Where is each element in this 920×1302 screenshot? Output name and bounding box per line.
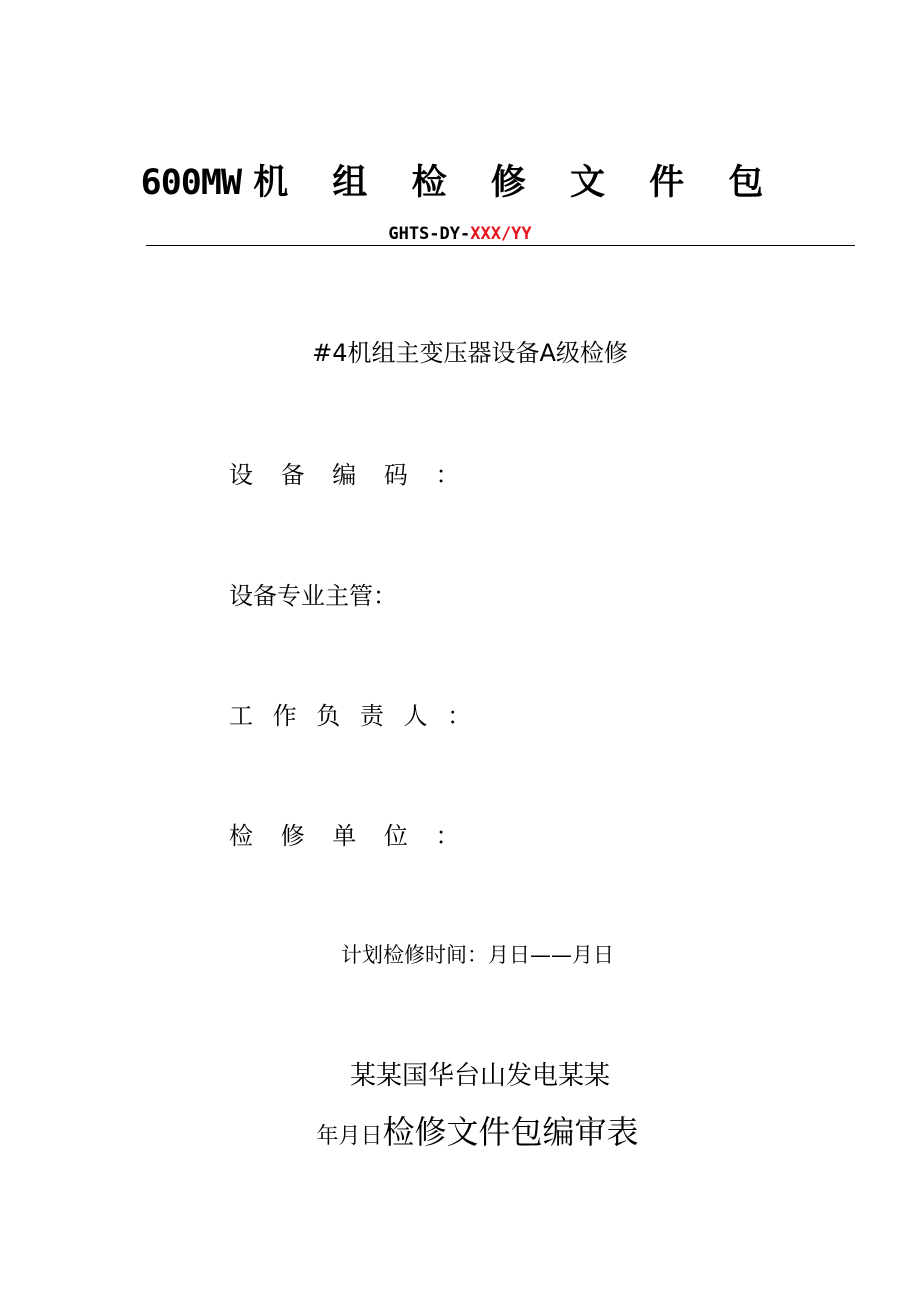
work-leader-label: 工 作 负 责 人 ： [229,702,478,730]
equipment-manager-label: 设备专业主管： [229,582,397,610]
review-table-title: 检修文件包编审表 [382,1113,639,1151]
document-code-prefix: GHTS-DY- [388,224,471,244]
header-divider [146,245,855,246]
review-date: 年月日 [316,1124,383,1149]
document-code-placeholder: XXX/YY [470,224,532,244]
review-table-heading [0,1108,920,1162]
company-name: 某某国华台山发电某某 [349,1061,610,1091]
planned-maintenance-time: 计划检修时间：月日——月日 [341,943,614,967]
maintenance-unit-label: 检 修 单 位 ： [229,822,470,850]
document-title [0,158,920,208]
maintenance-subtitle: #4机组主变压器设备A级检修 [312,339,628,367]
title-text: 机 组 检 修 文 件 包 [253,163,780,203]
equipment-code-label: 设 备 编 码 ： [229,461,470,489]
document-code [0,222,920,246]
title-capacity: 600MW [140,163,242,203]
